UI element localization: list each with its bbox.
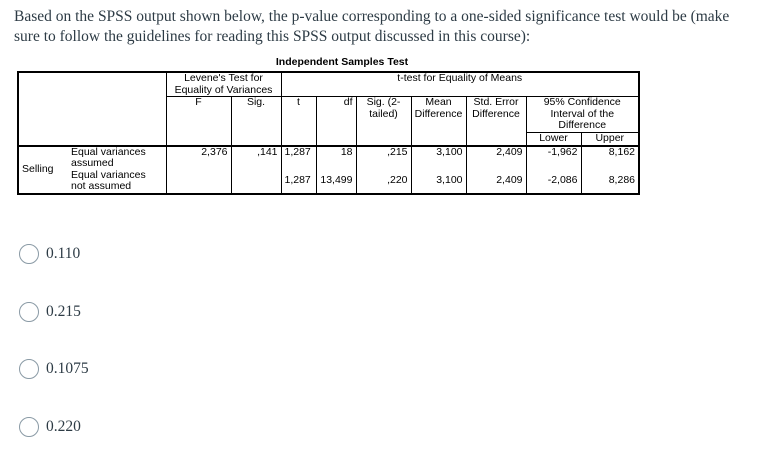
cell-sig: ,141 [231,146,281,170]
answer-option-label[interactable]: 0.220 [46,418,81,435]
cell-lower: -2,086 [526,170,581,194]
col-header-upper: Upper [581,133,639,146]
cell-df: 13,499 [316,170,356,194]
answer-option-label[interactable]: 0.215 [46,303,81,320]
cell-f [166,170,231,194]
row-group-label: Selling [18,146,68,194]
radio-button[interactable] [19,417,39,437]
answer-option[interactable] [19,302,81,322]
cell-mean-difference: 3,100 [411,170,466,194]
ci-header: 95% Confidence Interval of the Difference [526,97,639,133]
row-label-equal-not-assumed: Equal variances not assumed [68,170,166,194]
spss-table-title: Independent Samples Test [275,56,409,68]
col-header-std-error-difference: Std. Error Difference [466,97,526,146]
answer-option[interactable] [19,359,89,379]
levene-header: Levene's Test for Equality of Variances [166,72,281,97]
cell-mean-difference: 3,100 [411,146,466,170]
col-header-t: t [281,97,316,146]
answer-option-label[interactable]: 0.110 [46,245,81,262]
col-header-sig: Sig. [231,97,281,146]
cell-std-error-difference: 2,409 [466,170,526,194]
col-header-sig-2-tailed: Sig. (2-tailed) [356,97,411,146]
col-header-df: df [316,97,356,146]
row-label-equal-assumed: Equal variances assumed [71,145,146,169]
answer-option[interactable] [19,244,80,264]
ttest-header: t-test for Equality of Means [281,72,639,97]
question-text: Based on the SPSS output shown below, the p-value corresponding to a one-sided significance test would be (make sure to follow the guidelines for reading this SPSS output discussed in this course): [14,8,730,45]
cell-sig [231,170,281,194]
radio-button[interactable] [19,359,39,379]
cell-t: 1,287 [281,170,316,194]
col-header-lower: Lower [526,133,581,146]
cell-std-error-difference: 2,409 [466,146,526,170]
cell-sig-2-tailed: ,215 [356,146,411,170]
cell-upper: 8,286 [581,170,639,194]
spss-output-table [17,71,640,195]
cell-f: 2,376 [166,146,231,170]
cell-upper: 8,162 [581,146,639,170]
answer-option[interactable] [19,417,81,437]
cell-lower: -1,962 [526,146,581,170]
radio-button[interactable] [19,244,39,264]
answer-option-label[interactable]: 0.1075 [46,360,89,377]
radio-button[interactable] [19,302,39,322]
col-header-f: F [166,97,231,146]
cell-sig-2-tailed: ,220 [356,170,411,194]
cell-t: 1,287 [281,146,316,170]
col-header-mean-difference: Mean Difference [411,97,466,146]
cell-df: 18 [316,146,356,170]
